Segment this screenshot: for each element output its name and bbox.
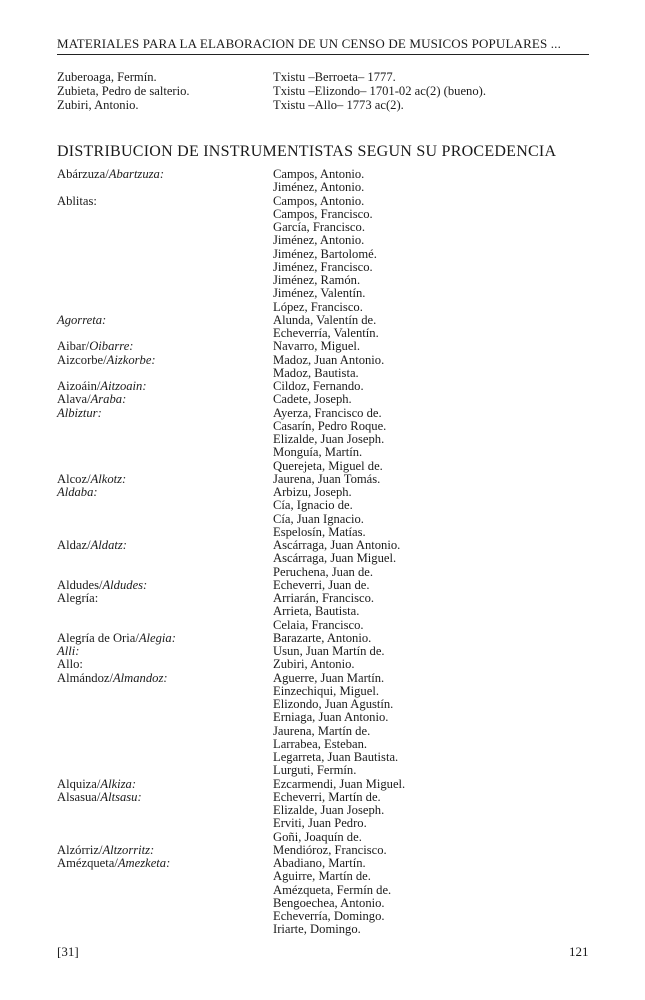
musician-name: Madoz, Juan Antonio. xyxy=(273,352,385,367)
musician-name: Echeverri, Juan de. xyxy=(273,577,370,592)
place-name xyxy=(57,844,273,857)
musician-list xyxy=(273,473,597,486)
place-name xyxy=(57,354,273,381)
musician-list xyxy=(273,340,597,353)
musician-name: Jiménez, Antonio. xyxy=(273,180,365,195)
place-name xyxy=(57,857,273,937)
place-name-basque: Alli: xyxy=(57,644,80,658)
musician-list xyxy=(273,844,597,857)
musician-name: López, Francisco. xyxy=(273,299,363,314)
continued-list xyxy=(57,70,597,113)
musician-name: Celaia, Francisco. xyxy=(273,617,364,632)
place-entry xyxy=(57,539,597,579)
place-entry xyxy=(57,672,597,778)
place-entry xyxy=(57,393,597,406)
musician-list xyxy=(273,380,597,393)
place-name xyxy=(57,539,273,579)
musician-name: Einzechiqui, Miguel. xyxy=(273,683,379,698)
musician-name: Cildoz, Fernando. xyxy=(273,379,364,393)
musician-name: Querejeta, Miguel de. xyxy=(273,458,383,473)
place-name xyxy=(57,579,273,592)
place-name-spanish: Aizcorbe/ xyxy=(57,352,107,367)
list-item xyxy=(57,84,597,98)
place-name-spanish: Aldudes/ xyxy=(57,577,103,592)
place-entry xyxy=(57,486,597,539)
musician-name: Zubiri, Antonio. xyxy=(57,98,139,113)
musician-list xyxy=(273,658,597,671)
musician-name: Iriarte, Domingo. xyxy=(273,922,361,937)
musician-name: Jiménez, Valentín. xyxy=(273,286,366,301)
place-entry xyxy=(57,632,597,645)
place-entry xyxy=(57,857,597,937)
place-name-basque: Aldatz: xyxy=(90,538,127,552)
place-name xyxy=(57,407,273,473)
musician-list xyxy=(273,672,597,778)
place-name-spanish: Ablitas: xyxy=(57,193,97,208)
musician-name: Arbizu, Joseph. xyxy=(273,485,352,499)
musician-name: García, Francisco. xyxy=(273,220,365,234)
place-name-spanish: Alegría de Oria/ xyxy=(57,630,139,645)
musician-name: Aguerre, Juan Martín. xyxy=(273,670,385,685)
musician-list xyxy=(273,778,597,791)
place-name-basque: Araba: xyxy=(90,392,127,407)
place-name xyxy=(57,168,273,195)
place-name xyxy=(57,791,273,844)
place-name xyxy=(57,473,273,486)
place-name xyxy=(57,632,273,645)
place-name-basque: Aldaba: xyxy=(57,485,98,499)
place-name-basque: Aitzoain: xyxy=(100,379,147,393)
place-name-spanish: Alegría: xyxy=(57,591,99,605)
place-name-basque: Albiztur: xyxy=(57,405,102,420)
place-name-spanish: Aizoáin/ xyxy=(57,379,101,393)
place-name-basque: Alkiza: xyxy=(100,776,137,791)
place-name-basque: Aizkorbe: xyxy=(106,352,156,367)
place-name-basque: Amezketa: xyxy=(117,856,171,870)
musician-name: Alunda, Valentín de. xyxy=(273,312,377,327)
place-name-spanish: Alava/ xyxy=(57,392,91,407)
place-name-spanish: Aibar/ xyxy=(57,339,90,354)
musician-list xyxy=(273,857,597,937)
musician-name: Cía, Juan Ignacio. xyxy=(273,511,364,526)
musician-name: Madoz, Bautista. xyxy=(273,365,359,380)
place-entry xyxy=(57,778,597,791)
place-name-basque: Altzorritz: xyxy=(102,842,155,857)
place-entry xyxy=(57,844,597,857)
running-header: MATERIALES PARA LA ELABORACION DE UN CENSO DE MUSICOS POPULARES ... xyxy=(57,36,589,55)
place-name-basque: Alegia: xyxy=(138,630,176,645)
place-entry xyxy=(57,473,597,486)
place-name-spanish: Alzórriz/ xyxy=(57,842,103,857)
musician-name: Jiménez, Francisco. xyxy=(273,259,373,274)
place-name-basque: Oibarre: xyxy=(89,339,134,354)
musician-list xyxy=(273,579,597,592)
place-name-spanish: Aldaz/ xyxy=(57,538,91,552)
page-number: 121 xyxy=(569,944,589,959)
musician-name: Elizalde, Juan Joseph. xyxy=(273,432,385,446)
musician-name: Cía, Ignacio de. xyxy=(273,498,353,513)
place-name xyxy=(57,778,273,791)
musician-name: Amézqueta, Fermín de. xyxy=(273,882,392,897)
musician-list xyxy=(273,592,597,632)
place-entry xyxy=(57,645,597,658)
musician-name: Jiménez, Bartolomé. xyxy=(273,246,377,261)
musician-name: Peruchena, Juan de. xyxy=(273,564,374,579)
list-item xyxy=(57,70,597,84)
place-entry xyxy=(57,354,597,381)
place-name xyxy=(57,592,273,632)
musician-name: Arrieta, Bautista. xyxy=(273,604,360,619)
place-name xyxy=(57,658,273,671)
musician-list xyxy=(273,354,597,381)
place-entry xyxy=(57,592,597,632)
musician-detail: Txistu –Allo– 1773 ac(2). xyxy=(273,98,404,113)
place-entry xyxy=(57,340,597,353)
musician-list xyxy=(273,195,597,314)
place-entry xyxy=(57,380,597,393)
place-name-spanish: Abárzuza/ xyxy=(57,167,109,181)
musician-name: Zuberoaga, Fermín. xyxy=(57,70,157,84)
musician-name: Ezcarmendi, Juan Miguel. xyxy=(273,776,406,791)
musician-detail: Txistu –Elizondo– 1701-02 ac(2) (bueno). xyxy=(273,84,486,99)
musician-name: Echeverría, Domingo. xyxy=(273,909,385,923)
musician-name: Goñi, Joaquín de. xyxy=(273,829,362,844)
musician-name: Cadete, Joseph. xyxy=(273,392,352,407)
musician-name: Navarro, Miguel. xyxy=(273,339,361,354)
place-entry xyxy=(57,168,597,195)
musician-name: Echeverría, Valentín. xyxy=(273,326,379,340)
musician-name: Larrabea, Esteban. xyxy=(273,736,368,751)
place-entry xyxy=(57,407,597,473)
place-name-spanish: Alquiza/ xyxy=(57,776,101,791)
place-name xyxy=(57,380,273,393)
musician-name: Erviti, Juan Pedro. xyxy=(273,816,367,831)
musician-list xyxy=(273,393,597,406)
place-name-spanish: Alcoz/ xyxy=(57,471,91,486)
musician-name: Jaurena, Martín de. xyxy=(273,723,371,738)
musician-name: Echeverri, Martín de. xyxy=(273,789,381,804)
place-name xyxy=(57,645,273,658)
musician-list xyxy=(273,407,597,473)
place-entry xyxy=(57,195,597,314)
place-entry xyxy=(57,791,597,844)
place-entry xyxy=(57,579,597,592)
place-name-spanish: Allo: xyxy=(57,657,83,672)
musician-name: Jiménez, Antonio. xyxy=(273,233,365,248)
musician-name: Espelosín, Matías. xyxy=(273,524,366,539)
musician-list xyxy=(273,632,597,645)
places-list xyxy=(57,168,597,937)
place-name-basque: Alkotz: xyxy=(90,471,127,486)
musician-name: Jiménez, Ramón. xyxy=(273,273,361,287)
place-name-basque: Altsasu: xyxy=(100,789,142,804)
list-item xyxy=(57,98,597,112)
musician-list xyxy=(273,791,597,844)
musician-name: Campos, Francisco. xyxy=(273,206,373,221)
musician-name: Aguirre, Martín de. xyxy=(273,869,371,884)
place-name xyxy=(57,314,273,341)
musician-name: Zubiri, Antonio. xyxy=(273,657,355,672)
place-entry xyxy=(57,658,597,671)
musician-name: Legarreta, Juan Bautista. xyxy=(273,750,399,764)
place-name xyxy=(57,393,273,406)
musician-name: Campos, Antonio. xyxy=(273,193,365,208)
section-title: DISTRIBUCION DE INSTRUMENTISTAS SEGUN SU PROCEDENCIA xyxy=(57,143,557,160)
musician-list xyxy=(273,539,597,579)
musician-name: Mendióroz, Francisco. xyxy=(273,842,387,857)
place-name-basque: Almandoz: xyxy=(112,670,168,685)
musician-name: Elizalde, Juan Joseph. xyxy=(273,803,385,817)
place-name-basque: Agorreta: xyxy=(57,312,107,327)
place-name xyxy=(57,195,273,314)
footer-section-number: [31] xyxy=(57,944,79,959)
musician-name: Barazarte, Antonio. xyxy=(273,630,372,645)
musician-name: Usun, Juan Martín de. xyxy=(273,644,385,658)
musician-name: Elizondo, Juan Agustín. xyxy=(273,697,394,711)
musician-name: Bengoechea, Antonio. xyxy=(273,895,385,910)
musician-list xyxy=(273,486,597,539)
musician-name: Ascárraga, Juan Miguel. xyxy=(273,551,397,566)
musician-detail: Txistu –Berroeta– 1777. xyxy=(273,70,396,84)
musician-name: Jaurena, Juan Tomás. xyxy=(273,471,381,486)
musician-name: Abadiano, Martín. xyxy=(273,856,366,870)
place-name xyxy=(57,340,273,353)
place-entry xyxy=(57,314,597,341)
place-name-basque: Aldudes: xyxy=(102,577,148,592)
musician-name: Ascárraga, Juan Antonio. xyxy=(273,538,401,552)
musician-name: Lurguti, Fermín. xyxy=(273,763,357,778)
place-name xyxy=(57,486,273,539)
musician-name: Zubieta, Pedro de salterio. xyxy=(57,84,190,99)
place-name-spanish: Amézqueta/ xyxy=(57,856,118,870)
place-name xyxy=(57,672,273,778)
place-name-spanish: Alsasua/ xyxy=(57,789,101,804)
musician-name: Campos, Antonio. xyxy=(273,167,365,181)
place-name-spanish: Almándoz/ xyxy=(57,670,113,685)
musician-name: Erniaga, Juan Antonio. xyxy=(273,710,389,725)
place-name-basque: Abartzuza: xyxy=(108,167,165,181)
musician-name: Ayerza, Francisco de. xyxy=(273,405,382,420)
musician-name: Casarín, Pedro Roque. xyxy=(273,418,387,433)
musician-list xyxy=(273,645,597,658)
musician-name: Monguía, Martín. xyxy=(273,445,363,460)
musician-list xyxy=(273,314,597,341)
musician-list xyxy=(273,168,597,195)
musician-name: Arriarán, Francisco. xyxy=(273,591,375,605)
